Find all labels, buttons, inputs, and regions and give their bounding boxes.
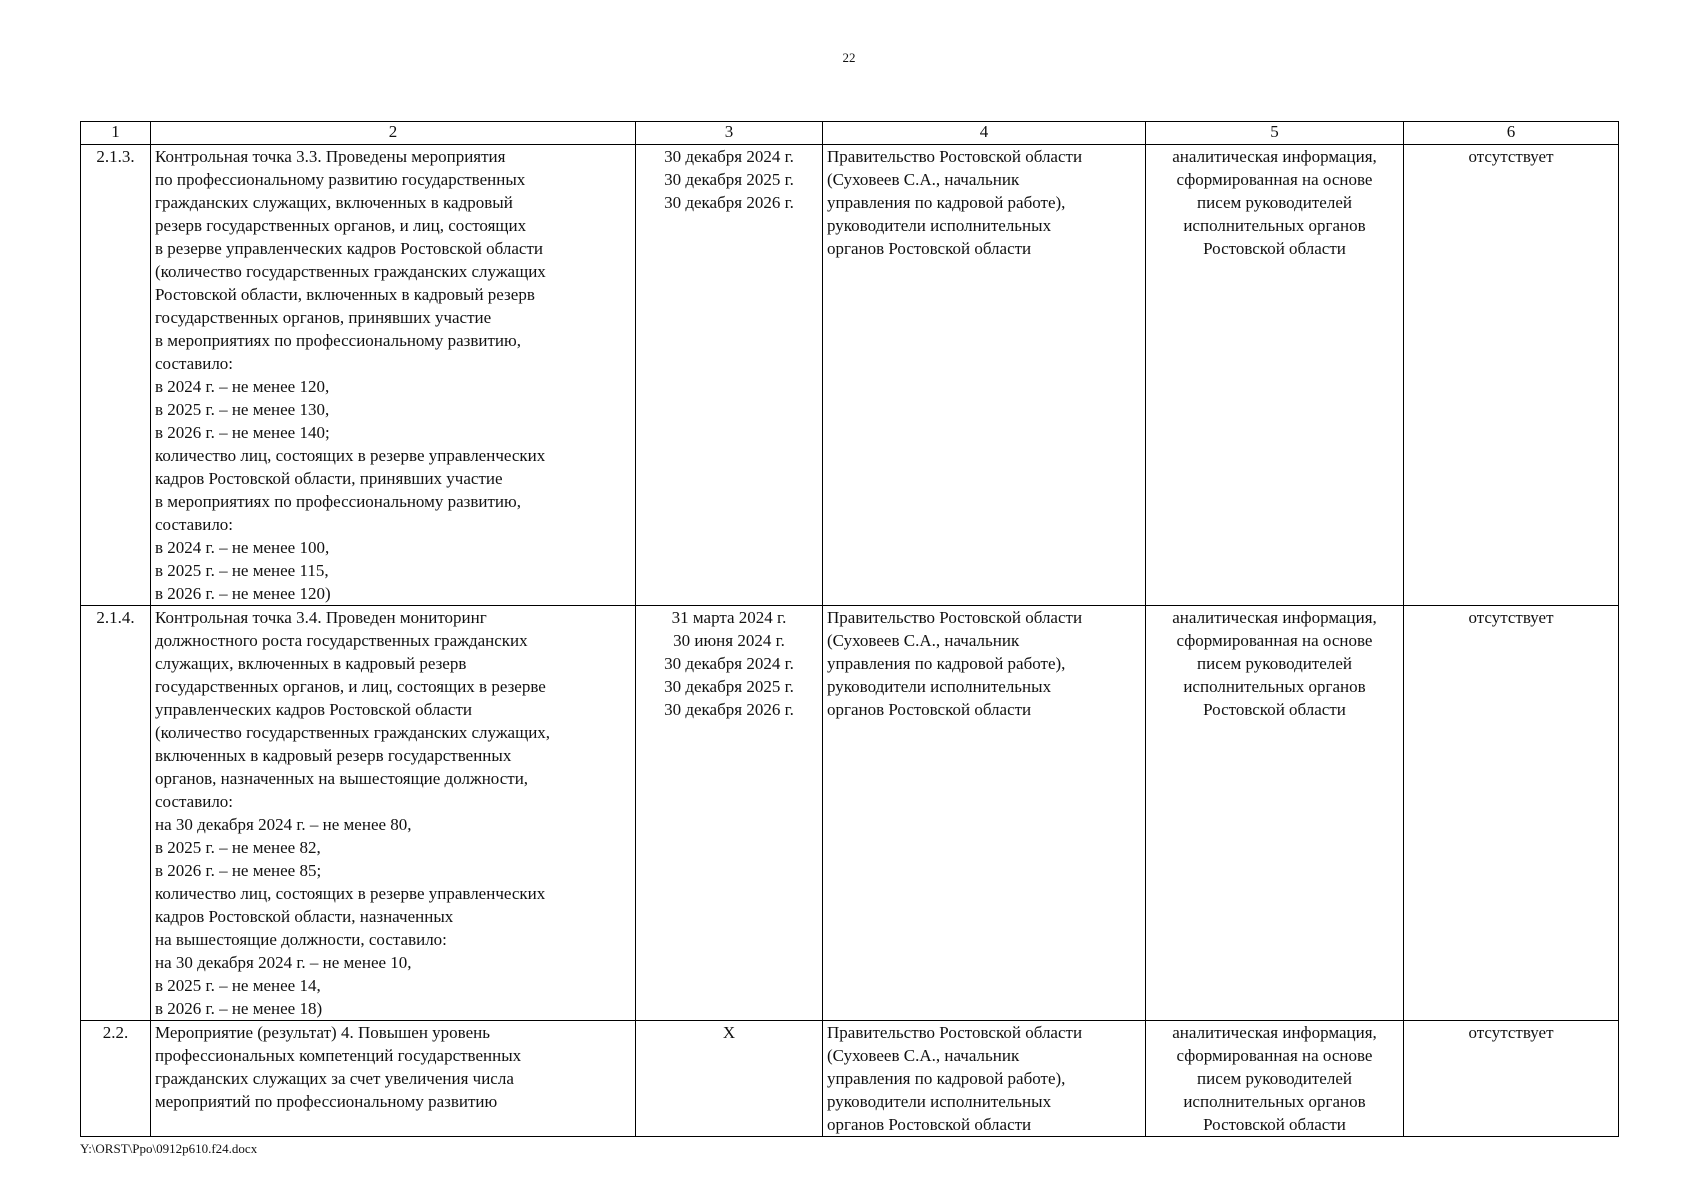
date-line: X — [722, 1023, 736, 1042]
row-responsible — [823, 145, 1146, 606]
row-dates — [636, 145, 823, 606]
row-responsible — [823, 1021, 1146, 1137]
description-line: составило: — [155, 354, 234, 373]
col-header-6: 6 — [1404, 122, 1619, 145]
description-line: в резерве управленческих кадров Ростовской области — [155, 239, 543, 258]
description-line: количество лиц, состоящих в резерве управленческих — [155, 446, 546, 465]
description-line: управленческих кадров Ростовской области — [155, 700, 472, 719]
responsible-line: (Суховеев С.А., начальник — [827, 170, 1020, 189]
description-line: количество лиц, состоящих в резерве управленческих — [155, 884, 546, 903]
row-source — [1146, 606, 1404, 1021]
table-row — [81, 606, 1619, 1021]
description-line: Контрольная точка 3.3. Проведены мероприятия — [155, 147, 506, 166]
description-line: составило: — [155, 515, 234, 534]
source-line: исполнительных органов — [1183, 677, 1366, 696]
date-line: 30 декабря 2025 г. — [664, 677, 794, 696]
source-line: Ростовской области — [1203, 700, 1346, 719]
description-line: в 2024 г. – не менее 100, — [155, 538, 330, 557]
date-line: 30 июня 2024 г. — [673, 631, 785, 650]
description-line: Мероприятие (результат) 4. Повышен уровень — [155, 1023, 491, 1042]
row-number: 2.1.4. — [81, 606, 151, 1021]
col-header-1: 1 — [81, 122, 151, 145]
description-line: на 30 декабря 2024 г. – не менее 80, — [155, 815, 412, 834]
row-number: 2.1.3. — [81, 145, 151, 606]
date-line: 30 декабря 2026 г. — [664, 193, 794, 212]
source-line: аналитическая информация, — [1172, 608, 1377, 627]
source-line: аналитическая информация, — [1172, 1023, 1377, 1042]
description-line: профессиональных компетенций государственных — [155, 1046, 522, 1065]
description-line: в 2025 г. – не менее 130, — [155, 400, 330, 419]
col-header-2: 2 — [151, 122, 636, 145]
row-description — [151, 1021, 636, 1137]
description-line: в 2025 г. – не менее 115, — [155, 561, 329, 580]
responsible-line: руководители исполнительных — [827, 677, 1052, 696]
date-line: 30 декабря 2024 г. — [664, 147, 794, 166]
description-line: в 2026 г. – не менее 140; — [155, 423, 330, 442]
col-header-5: 5 — [1146, 122, 1404, 145]
responsible-line: Правительство Ростовской области — [827, 147, 1083, 166]
source-line: сформированная на основе — [1176, 1046, 1373, 1065]
source-line: исполнительных органов — [1183, 216, 1366, 235]
row-dates — [636, 1021, 823, 1137]
responsible-line: управления по кадровой работе), — [827, 654, 1066, 673]
description-line: в 2025 г. – не менее 82, — [155, 838, 321, 857]
responsible-line: руководители исполнительных — [827, 216, 1052, 235]
description-line: составило: — [155, 792, 234, 811]
responsible-line: руководители исполнительных — [827, 1092, 1052, 1111]
responsible-line: органов Ростовской области — [827, 1115, 1032, 1134]
row-description — [151, 145, 636, 606]
description-line: должностного роста государственных гражданских — [155, 631, 528, 650]
source-line: сформированная на основе — [1176, 170, 1373, 189]
source-line: исполнительных органов — [1183, 1092, 1366, 1111]
source-line: писем руководителей — [1197, 1069, 1352, 1088]
description-line: в 2025 г. – не менее 14, — [155, 976, 321, 995]
description-line: в 2026 г. – не менее 85; — [155, 861, 322, 880]
source-line: писем руководителей — [1197, 193, 1352, 212]
row-source — [1146, 1021, 1404, 1137]
description-line: резерв государственных органов, и лиц, состоящих — [155, 216, 527, 235]
description-line: (количество государственных гражданских служащих — [155, 262, 546, 281]
description-line: в мероприятиях по профессиональному развитию, — [155, 492, 521, 511]
responsible-line: (Суховеев С.А., начальник — [827, 1046, 1020, 1065]
row-description — [151, 606, 636, 1021]
table-row — [81, 1021, 1619, 1137]
description-line: в 2026 г. – не менее 120) — [155, 584, 331, 603]
responsible-line: Правительство Ростовской области — [827, 608, 1083, 627]
description-line: гражданских служащих, включенных в кадровый — [155, 193, 513, 212]
description-line: гражданских служащих за счет увеличения числа — [155, 1069, 514, 1088]
row-col6: отсутствует — [1404, 1021, 1619, 1137]
responsible-line: органов Ростовской области — [827, 700, 1032, 719]
date-line: 30 декабря 2024 г. — [664, 654, 794, 673]
document-table — [80, 121, 1619, 1137]
description-line: государственных органов, и лиц, состоящих в резерве — [155, 677, 546, 696]
file-path-footer: Y:\ORST\Ppo\0912p610.f24.docx — [80, 1141, 258, 1156]
source-line: Ростовской области — [1203, 239, 1346, 258]
header-row — [81, 122, 1619, 145]
description-line: Ростовской области, включенных в кадровый резерв — [155, 285, 535, 304]
description-line: (количество государственных гражданских служащих, — [155, 723, 551, 742]
responsible-line: Правительство Ростовской области — [827, 1023, 1083, 1042]
description-line: Контрольная точка 3.4. Проведен мониторинг — [155, 608, 487, 627]
col-header-3: 3 — [636, 122, 823, 145]
description-line: на 30 декабря 2024 г. – не менее 10, — [155, 953, 412, 972]
row-source — [1146, 145, 1404, 606]
row-number: 2.2. — [81, 1021, 151, 1137]
description-line: государственных органов, принявших участие — [155, 308, 492, 327]
date-line: 30 декабря 2025 г. — [664, 170, 794, 189]
description-line: кадров Ростовской области, назначенных — [155, 907, 454, 926]
responsible-line: управления по кадровой работе), — [827, 193, 1066, 212]
description-line: включенных в кадровый резерв государственных — [155, 746, 512, 765]
row-col6: отсутствует — [1404, 145, 1619, 606]
description-line: кадров Ростовской области, принявших участие — [155, 469, 503, 488]
description-line: мероприятий по профессиональному развитию — [155, 1092, 498, 1111]
responsible-line: органов Ростовской области — [827, 239, 1032, 258]
page-number: 22 — [842, 50, 856, 65]
source-line: сформированная на основе — [1176, 631, 1373, 650]
row-dates — [636, 606, 823, 1021]
source-line: Ростовской области — [1203, 1115, 1346, 1134]
responsible-line: (Суховеев С.А., начальник — [827, 631, 1020, 650]
col-header-4: 4 — [823, 122, 1146, 145]
responsible-line: управления по кадровой работе), — [827, 1069, 1066, 1088]
description-line: в 2024 г. – не менее 120, — [155, 377, 330, 396]
description-line: органов, назначенных на вышестоящие должности, — [155, 769, 529, 788]
description-line: в 2026 г. – не менее 18) — [155, 999, 323, 1018]
description-line: по профессиональному развитию государственных — [155, 170, 526, 189]
source-line: аналитическая информация, — [1172, 147, 1377, 166]
description-line: в мероприятиях по профессиональному развитию, — [155, 331, 521, 350]
row-responsible — [823, 606, 1146, 1021]
date-line: 31 марта 2024 г. — [671, 608, 787, 627]
source-line: писем руководителей — [1197, 654, 1352, 673]
date-line: 30 декабря 2026 г. — [664, 700, 794, 719]
description-line: на вышестоящие должности, составило: — [155, 930, 447, 949]
description-line: служащих, включенных в кадровый резерв — [155, 654, 467, 673]
row-col6: отсутствует — [1404, 606, 1619, 1021]
table-row — [81, 145, 1619, 606]
